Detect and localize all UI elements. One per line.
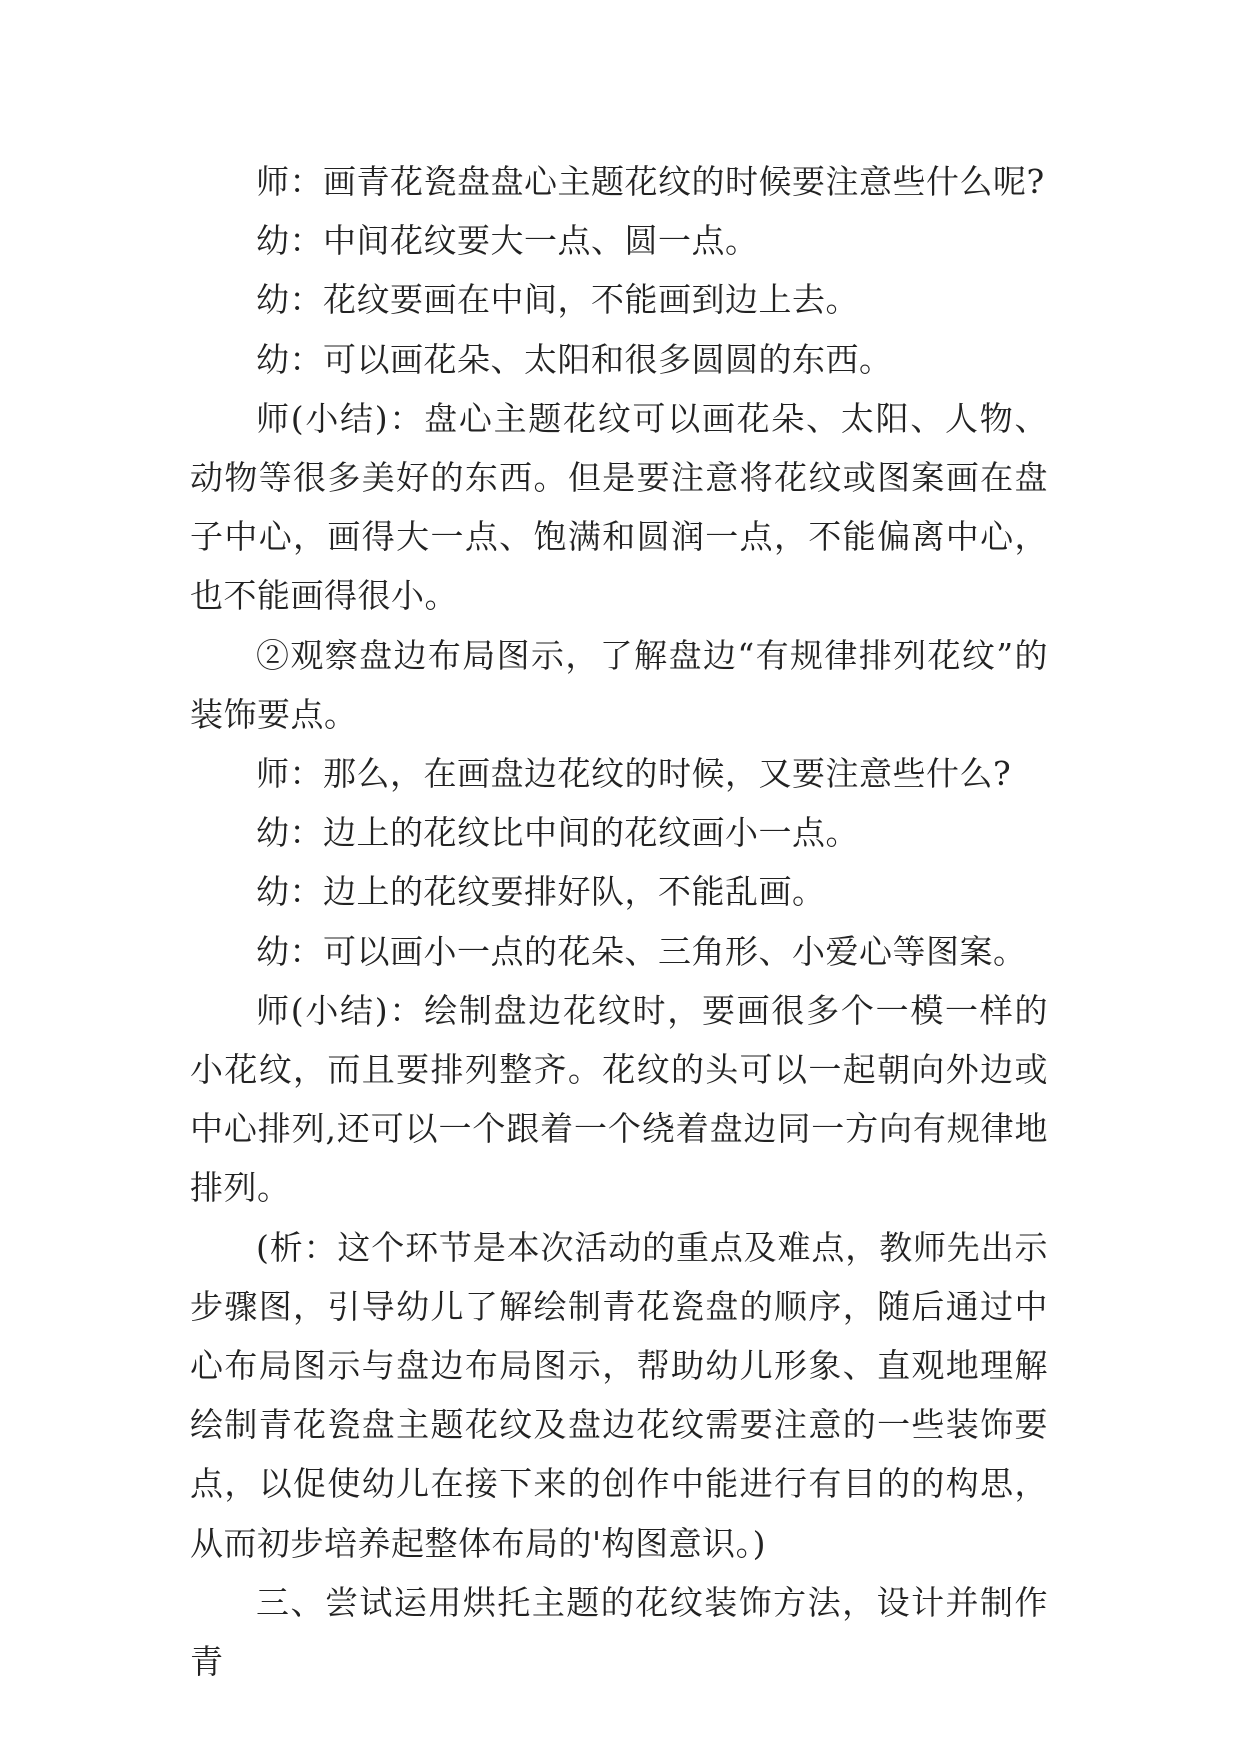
dialogue-child-answer: 幼：边上的花纹要排好队，不能乱画。	[256, 872, 826, 912]
analysis-note: (析：这个环节是本次活动的重点及难点，教师先出示步骤图，引导幼儿了解绘制青花瓷盘的顺序，随后通过中心布局图示与盘边布局图示，帮助幼儿形象、直观地理解绘制青花瓷盘主题花纹及盘边花纹需要注意的一些装饰要点，以促使幼儿在接下来的创作中能进行有目的的构思，从而初步培养起整体布局的'构图意识。)	[190, 1227, 1048, 1563]
dialogue-child-answer: 幼：中间花纹要大一点、圆一点。	[256, 221, 759, 261]
dialogue-child-answer: 幼：可以画花朵、太阳和很多圆圆的东西。	[256, 339, 893, 379]
step-heading-border-layout: ②观察盘边布局图示，了解盘边“有规律排列花纹”的装饰要点。	[190, 635, 1048, 734]
document-body	[190, 152, 1048, 1691]
section-heading-three: 三、尝试运用烘托主题的花纹装饰方法，设计并制作青	[190, 1582, 1048, 1682]
dialogue-teacher-question-border: 师：那么，在画盘边花纹的时候，又要注意些什么?	[256, 754, 1012, 794]
teacher-summary-center: 师(小结)：盘心主题花纹可以画花朵、太阳、人物、动物等很多美好的东西。但是要注意将花纹或图案画在盘子中心，画得大一点、饱满和圆润一点，不能偏离中心，也不能画得很小。	[190, 398, 1048, 616]
dialogue-child-answer: 幼：边上的花纹比中间的花纹画小一点。	[256, 813, 859, 853]
teacher-summary-border: 师(小结)：绘制盘边花纹时，要画很多个一模一样的小花纹，而且要排列整齐。花纹的头可以一起朝向外边或中心排列,还可以一个跟着一个绕着盘边同一方向有规律地排列。	[190, 990, 1048, 1208]
dialogue-teacher-question-center: 师：画青花瓷盘盘心主题花纹的时候要注意些什么呢?	[256, 162, 1045, 201]
dialogue-child-answer: 幼：花纹要画在中间，不能画到边上去。	[256, 280, 859, 320]
dialogue-child-answer: 幼：可以画小一点的花朵、三角形、小爱心等图案。	[256, 931, 1027, 971]
